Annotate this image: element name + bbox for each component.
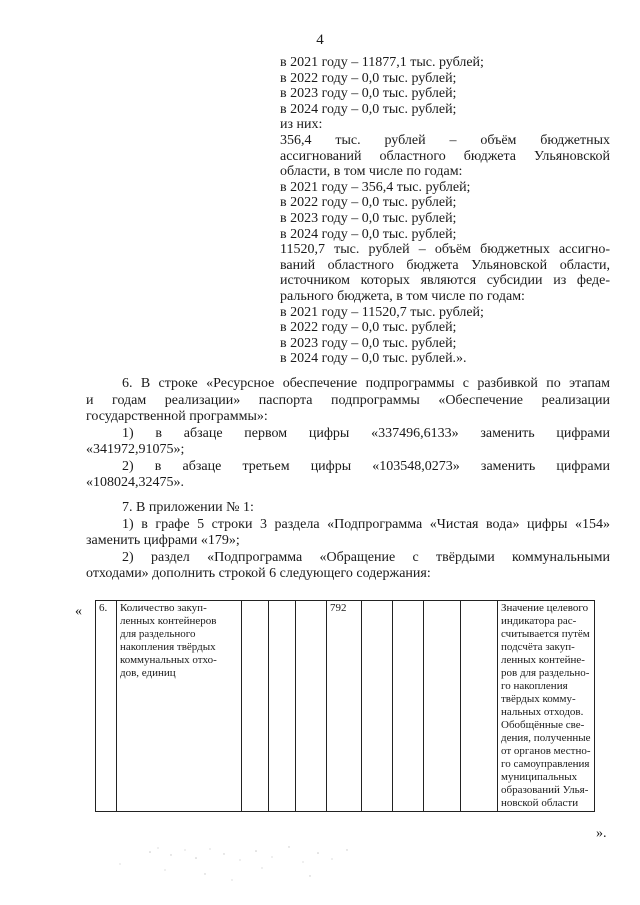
- section-6: [86, 376, 610, 492]
- paragraph-line: 2) раздел «Подпрограмма «Обращение с твёрдыми коммунальными: [122, 549, 610, 565]
- cell-line: го самоуправления: [501, 758, 590, 770]
- paragraph-line: «341972,91075»;: [86, 442, 185, 457]
- text-line: рального бюджета, в том числе по годам:: [280, 288, 525, 304]
- cell-line: Значение целевого: [501, 602, 589, 614]
- paragraph-line: 1) в графе 5 строки 3 раздела «Подпрограмма «Чистая вода» цифры «154»: [122, 516, 610, 532]
- empty-cell: [461, 601, 498, 812]
- text-line: в 2022 году – 0,0 тыс. рублей;: [280, 70, 457, 86]
- table-row: [96, 601, 595, 812]
- text-line: в 2023 году – 0,0 тыс. рублей;: [280, 335, 457, 351]
- text-line: в 2021 году – 356,4 тыс. рублей;: [280, 179, 471, 195]
- methodology-note-cell: [498, 601, 595, 812]
- section-7: [86, 500, 610, 583]
- row-number-cell: 6.: [96, 601, 117, 812]
- paragraph-line: 6. В строке «Ресурсное обеспечение подпрограммы с разбивкой по этапам: [122, 376, 610, 391]
- text-line: в 2024 году – 0,0 тыс. рублей.».: [280, 351, 467, 367]
- cell-line: накопления твёрдых: [120, 641, 216, 653]
- paragraph-line: «108024,32475».: [86, 475, 184, 490]
- cell-line: подсчёта закуп-: [501, 641, 575, 653]
- text-line: 356,4 тыс. рублей – объём бюджетных: [280, 132, 610, 148]
- cell-line: образований Улья-: [501, 784, 589, 796]
- text-line: ассигнований областного бюджета Ульяновской: [280, 148, 610, 164]
- opening-quote: «: [75, 604, 82, 619]
- section-heading: 7. В приложении № 1:: [122, 500, 254, 515]
- cell-line: твёрдых комму-: [501, 693, 576, 705]
- empty-cell: [296, 601, 327, 812]
- text-line: в 2024 году – 0,0 тыс. рублей;: [280, 101, 457, 117]
- cell-line: считывается путём: [501, 628, 590, 640]
- empty-cell: [424, 601, 461, 812]
- indicator-description-cell: [117, 601, 242, 812]
- empty-cell: [269, 601, 296, 812]
- cell-line: для раздельного: [120, 628, 196, 640]
- cell-line: от органов местно-: [501, 745, 591, 757]
- scan-artifact-marks: [0, 840, 640, 905]
- page-number: 4: [316, 32, 324, 48]
- text-line: в 2021 году – 11520,7 тыс. рублей;: [280, 304, 484, 320]
- text-line: ваний областного бюджета Ульяновской области,: [280, 257, 610, 273]
- cell-line: Обобщённые све-: [501, 719, 585, 731]
- text-line: 11520,7 тыс. рублей – объём бюджетных ассигно-: [280, 242, 610, 258]
- cell-line: нальных отходов.: [501, 706, 584, 718]
- paragraph-line: 1) в абзаце первом цифры «337496,6133» заменить цифрами: [122, 425, 610, 441]
- text-line: в 2023 году – 0,0 тыс. рублей;: [280, 210, 457, 226]
- text-line: источником которых являются субсидии из феде-: [280, 273, 610, 289]
- cell-line: дения, полученные: [501, 732, 591, 744]
- funding-block: [280, 55, 610, 367]
- cell-line: ленных контейне-: [501, 654, 585, 666]
- empty-cell: [393, 601, 424, 812]
- appendix-table: [95, 600, 595, 812]
- cell-line: ров для раздельно-: [501, 667, 590, 679]
- cell-line: индикатора рас-: [501, 615, 577, 627]
- text-line: в 2021 году – 11877,1 тыс. рублей;: [280, 55, 484, 70]
- text-line: из них:: [280, 117, 323, 133]
- value-cell: 792: [327, 601, 362, 812]
- empty-cell: [242, 601, 269, 812]
- paragraph-line: государственной программы»:: [86, 409, 268, 424]
- cell-line: новской области: [501, 797, 579, 809]
- text-line: в 2024 году – 0,0 тыс. рублей;: [280, 226, 457, 242]
- text-line: в 2023 году – 0,0 тыс. рублей;: [280, 86, 457, 102]
- paragraph-line: заменить цифрами «179»;: [86, 533, 240, 548]
- paragraph-line: 2) в абзаце третьем цифры «103548,0273» заменить цифрами: [122, 458, 610, 474]
- cell-line: муниципальных: [501, 771, 578, 783]
- cell-line: ленных контейнеров: [120, 615, 217, 627]
- closing-quote: ».: [596, 826, 607, 841]
- paragraph-line: отходами» дополнить строкой 6 следующего содержания:: [86, 566, 431, 581]
- text-line: области, в том числе по годам:: [280, 164, 463, 180]
- cell-line: Количество закуп-: [120, 602, 207, 614]
- text-line: в 2022 году – 0,0 тыс. рублей;: [280, 320, 457, 336]
- paragraph-line: и годам реализации» паспорта подпрограммы «Обеспечение реализации: [86, 392, 610, 408]
- text-line: в 2022 году – 0,0 тыс. рублей;: [280, 195, 457, 211]
- cell-line: коммунальных отхо-: [120, 654, 217, 666]
- empty-cell: [362, 601, 393, 812]
- cell-line: дов, единиц: [120, 667, 176, 679]
- cell-line: го накопления: [501, 680, 568, 692]
